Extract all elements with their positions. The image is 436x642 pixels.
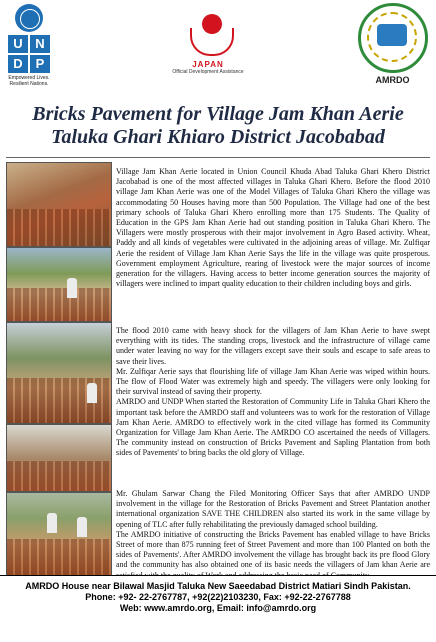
photo-workers xyxy=(6,492,112,578)
footer-phone: Phone: +92- 22-2767787, +92(22)2103230, Fax: +92-22-2767788 xyxy=(85,592,351,602)
footer-web: Web: www.amrdo.org, Email: info@amrdo.org xyxy=(119,603,317,613)
undp-letter: U xyxy=(8,35,28,53)
article-section-1 xyxy=(116,167,430,289)
amrdo-seal-icon xyxy=(358,3,428,73)
undp-letter: D xyxy=(8,55,28,73)
japan-oda-logo xyxy=(168,10,248,75)
amrdo-label: AMRDO xyxy=(375,75,410,85)
undp-letter-grid xyxy=(8,35,50,73)
japan-subtitle: Official Development Assistance xyxy=(172,69,244,75)
undp-tagline xyxy=(6,75,52,87)
undp-letter: P xyxy=(30,55,50,73)
undp-tagline-line2: Resilient Nations. xyxy=(9,81,49,87)
footer-address: AMRDO House near Bilawal Masjid Taluka New Saeedabad District Matiari Sindh Pakistan. xyxy=(25,581,411,591)
photo-brick-pavement xyxy=(6,162,112,247)
title-divider xyxy=(6,157,430,158)
title-line-1: Bricks Pavement for Village Jam Khan Aerie xyxy=(32,103,404,125)
paragraph: AMRDO and UNDP When started the Restoration of Community Life in Taluka Ghari Khero the important task before the AMRDO staff and volunteers was to work for the restoration of Village Jam Khan Aerie. AMRDO to effectively work in the cited village has formed its Community Organization for Village Jam Khan Aerie. The AMRDO CO ascertained the needs of Villagers. The community instead on construction of Bricks Pavement and Sapling Plantation from both sides of Pavements' to bring backs the old glory of Village. xyxy=(116,397,430,458)
paragraph: The flood 2010 came with heavy shock for the villagers of Jam Khan Aerie to have swept everything with its tides. The standing crops, livestock and the infrastructure of village came under water leaving no way for the villagers except save their souls and escape to safe areas to save their lives. xyxy=(116,326,430,366)
undp-tagline-line1: Empowered Lives. xyxy=(8,75,50,81)
photo-pavement-path xyxy=(6,322,112,424)
photo-village-street xyxy=(6,247,112,322)
un-emblem-icon xyxy=(15,4,43,32)
undp-letter: N xyxy=(30,35,50,53)
article-section-2 xyxy=(116,326,430,459)
undp-logo xyxy=(6,4,52,87)
page-title xyxy=(0,103,436,149)
japan-label: JAPAN xyxy=(192,60,224,69)
article-section-3 xyxy=(116,489,430,581)
japan-oda-icon xyxy=(184,10,232,60)
photo-brick-stack xyxy=(6,424,112,492)
paragraph: The AMRDO initiative of constructing the Bricks Pavement has enabled village to have Bricks Street of more than 875 running feet of Street Pavement and more than 100 Planted on both the sides of Pavements'. After AMRDO involvement the village has brought back its pre flood Glory and the community has also obtained one of its basic needs the villagers of Jam khan Aerie are xyxy=(116,529,430,570)
paragraph: Mr. Ghulam Sarwar Chang the Filed Monitoring Officer Says that after AMRDO UNDP involvement in the village for the Restoration of Bricks Pavement and Street Plantation another international organization SAVE THE CHILDREN also started its work in the same village by opening of TLC after fully rehabilitating the previously damaged school building. xyxy=(116,489,430,529)
paragraph: Mr. Zulfiqar Aerie says that flourishing life of village Jam Khan Aerie was wiped within hours. The flow of Flood Water was extremely high and speedy. The villagers were only looking for their survival instead of saving their property. xyxy=(116,366,430,397)
title-line-2: Taluka Ghari Khiaro District Jacobabad xyxy=(51,126,385,148)
amrdo-logo xyxy=(355,3,430,85)
paragraph: Village Jam Khan Aerie located in Union Council Khuda Abad Taluka Ghari Khero District Jacobabad is one of the most affected villages in Taluka Ghari Khero. Before the flood 2010 village Jam Khan Aerie was one of the Model Villages of Taluka Ghari Khero the village was accommodating 50 Houses having more than 500 Population. The Village had one of the best primary schools of Taluka Ghari Khero enrolling more than 175 Students. The Quality of Education in the GPS Jam Khan Aerie had out standing position in Taluka Ghari Khero. The Villagers were mostly prosperous with their major involvement in Agro Based activity. Wheat, Paddy and all kinds of vegetables were cultivated in the adjoining areas of village. Mr. Zulfiqar Aerie the resident of Village Jam Khan Aerie Says the life in the village was quite prosperous. Government employment Agriculture, rearing of livestock were the major sources of income generation for the villagers. Having access to better income generation sources the majority of villagers were inclined to impart quality education to their children including boys and girls. xyxy=(116,167,430,289)
contact-footer xyxy=(0,575,436,642)
